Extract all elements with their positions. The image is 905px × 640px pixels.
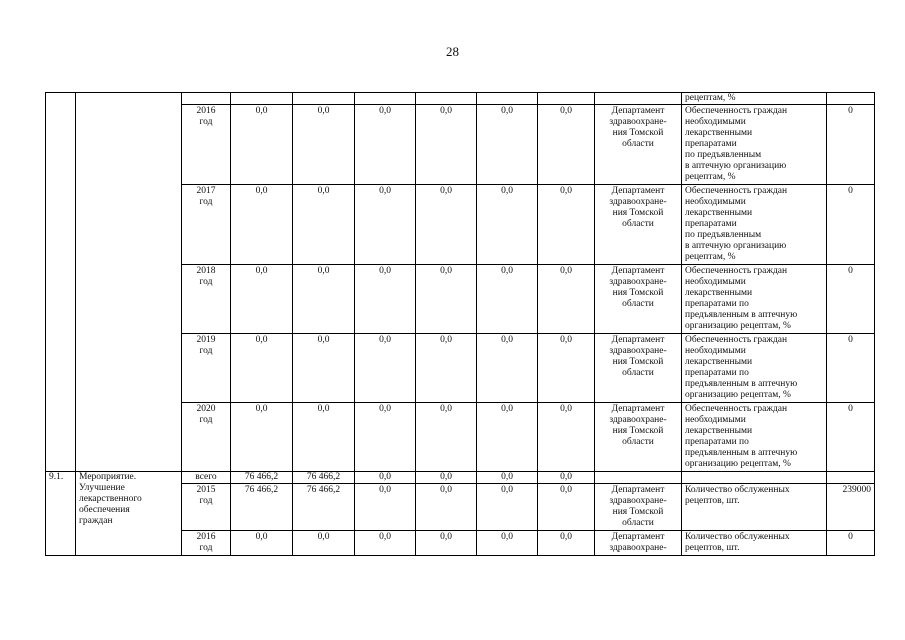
value-cell: 0,0	[416, 105, 477, 185]
value-cell: 0,0	[477, 265, 538, 334]
value-cell: 0,0	[416, 185, 477, 265]
indicator-cell: Обеспеченность граждан необходимыми лекарственными препаратами по предъявленным в аптечную организацию рецептам, %	[682, 334, 827, 403]
indicator-cell: рецептам, %	[682, 93, 827, 105]
executor-cell: Департамент здравоохране- ния Томской области	[595, 334, 682, 403]
year-cell: 2020 год	[182, 403, 231, 472]
value-cell: 0,0	[538, 484, 595, 531]
indicator-cell: Обеспеченность граждан необходимыми лекарственными препаратами по предъявленным в аптечную организацию рецептам, %	[682, 265, 827, 334]
indicator-cell: Обеспеченность граждан необходимыми лекарственными препаратами по предъявленным в аптечную организацию рецептам, %	[682, 105, 827, 185]
value-cell: 0,0	[293, 105, 355, 185]
value-cell: 0,0	[477, 185, 538, 265]
value-cell: 0,0	[231, 403, 293, 472]
value-cell: 0,0	[477, 484, 538, 531]
value-cell: 0,0	[477, 403, 538, 472]
number-cell-empty	[46, 93, 76, 472]
indicator-cell: Количество обслуженных рецептов, шт.	[682, 484, 827, 531]
year-cell: 2015 год	[182, 484, 231, 531]
value-cell: 0,0	[355, 105, 416, 185]
value-cell: 76 466,2	[231, 484, 293, 531]
value-cell: 0,0	[355, 531, 416, 556]
measure-number: 9.1.	[46, 472, 76, 556]
value-cell: 0,0	[231, 105, 293, 185]
target-cell: 0	[827, 185, 875, 265]
target-cell: 0	[827, 105, 875, 185]
value-cell: 0,0	[416, 403, 477, 472]
value-cell: 0,0	[293, 185, 355, 265]
indicator-cell: Обеспеченность граждан необходимыми лекарственными препаратами по предъявленным в аптечную организацию рецептам, %	[682, 403, 827, 472]
indicator-cell: Обеспеченность граждан необходимыми лекарственными препаратами по предъявленным в аптечную организацию рецептам, %	[682, 185, 827, 265]
value-cell: 0,0	[293, 334, 355, 403]
table-row	[46, 93, 875, 105]
value-cell: 0,0	[355, 185, 416, 265]
value-cell: 0,0	[231, 334, 293, 403]
table-row	[46, 472, 875, 484]
value-cell: 0,0	[538, 334, 595, 403]
executor-cell: Департамент здравоохране- ния Томской области	[595, 403, 682, 472]
value-cell: 0,0	[416, 531, 477, 556]
value-cell: 0,0	[538, 472, 595, 484]
target-cell: 0	[827, 531, 875, 556]
executor-cell: Департамент здравоохране- ния Томской области	[595, 265, 682, 334]
name-cell-empty	[76, 93, 182, 472]
year-cell: 2018 год	[182, 265, 231, 334]
value-cell: 0,0	[355, 472, 416, 484]
target-cell: 0	[827, 265, 875, 334]
measure-name: Мероприятие. Улучшение лекарственного обеспечения граждан	[76, 472, 182, 556]
value-cell: 0,0	[355, 484, 416, 531]
executor-cell: Департамент здравоохране-	[595, 531, 682, 556]
value-cell: 0,0	[293, 265, 355, 334]
target-cell: 239000	[827, 484, 875, 531]
value-cell: 0,0	[477, 105, 538, 185]
value-cell: 0,0	[538, 105, 595, 185]
value-cell: 0,0	[355, 403, 416, 472]
value-cell: 76 466,2	[293, 484, 355, 531]
target-cell: 0	[827, 334, 875, 403]
year-cell: 2016 год	[182, 531, 231, 556]
value-cell: 76 466,2	[231, 472, 293, 484]
value-cell: 0,0	[355, 265, 416, 334]
program-table	[45, 92, 875, 556]
value-cell: 0,0	[293, 403, 355, 472]
value-cell: 0,0	[538, 185, 595, 265]
year-cell: 2019 год	[182, 334, 231, 403]
year-cell: всего	[182, 472, 231, 484]
value-cell: 0,0	[477, 472, 538, 484]
year-cell: 2017 год	[182, 185, 231, 265]
value-cell: 0,0	[416, 484, 477, 531]
executor-cell: Департамент здравоохране- ния Томской области	[595, 185, 682, 265]
value-cell: 76 466,2	[293, 472, 355, 484]
target-cell: 0	[827, 403, 875, 472]
value-cell: 0,0	[231, 185, 293, 265]
executor-cell: Департамент здравоохране- ния Томской области	[595, 484, 682, 531]
value-cell: 0,0	[538, 265, 595, 334]
page-number: 28	[446, 44, 459, 59]
value-cell: 0,0	[416, 265, 477, 334]
executor-cell: Департамент здравоохране- ния Томской области	[595, 105, 682, 185]
year-cell: 2016 год	[182, 105, 231, 185]
value-cell: 0,0	[416, 334, 477, 403]
value-cell: 0,0	[231, 531, 293, 556]
indicator-cell: Количество обслуженных рецептов, шт.	[682, 531, 827, 556]
value-cell: 0,0	[538, 531, 595, 556]
value-cell: 0,0	[231, 265, 293, 334]
value-cell: 0,0	[355, 334, 416, 403]
value-cell: 0,0	[538, 403, 595, 472]
value-cell: 0,0	[477, 531, 538, 556]
value-cell: 0,0	[293, 531, 355, 556]
value-cell: 0,0	[416, 472, 477, 484]
value-cell: 0,0	[477, 334, 538, 403]
